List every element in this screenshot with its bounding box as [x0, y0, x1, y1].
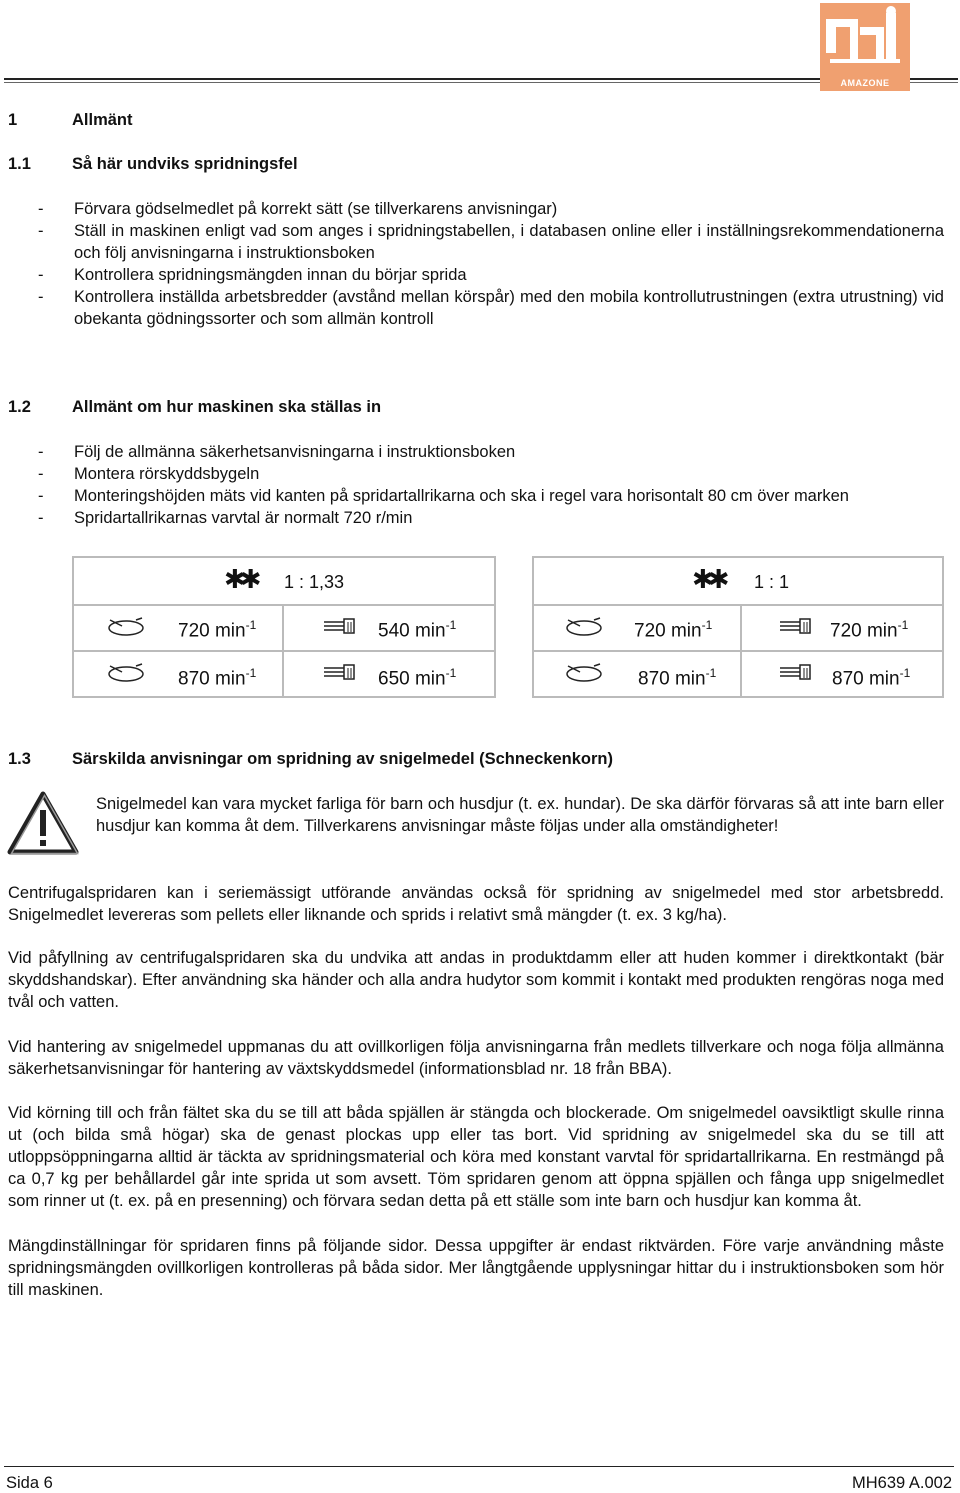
section-title: Allmänt om hur maskinen ska ställas in	[72, 398, 382, 416]
rotation-icon	[106, 662, 146, 684]
rotation-icon	[564, 616, 604, 638]
ratio-header	[74, 558, 494, 606]
paragraph: Mängdinställningar för spridaren finns på följande sidor. Dessa uppgifter är endast riktvärden. Före varje användning måste spridningsmängden ovillkorligen kontrolleras på båda sidor. Mer långtgående upplysningar hittar du i instruktionsboken som hör till maskinen.	[8, 1237, 944, 1299]
warning-triangle-icon	[6, 790, 80, 856]
rpm-value: 870 $\min^{-1}$	[832, 666, 911, 690]
rpm-value: 870 $\min^{-1}$	[178, 666, 257, 690]
footer-rule	[4, 1466, 954, 1467]
pto-shaft-icon	[778, 662, 814, 684]
rpm-cell	[284, 652, 494, 698]
rpm-value: 540 $\min^{-1}$	[378, 618, 457, 642]
rpm-cell	[74, 652, 284, 698]
section-1-2-list	[0, 441, 960, 529]
rpm-cell	[534, 604, 742, 652]
rpm-value: 720 $\min^{-1}$	[178, 618, 257, 642]
list-item: - Förvara gödselmedlet på korrekt sätt (se tillverkarens anvisningar)	[38, 200, 558, 218]
section-title: Så här undviks spridningsfel	[72, 155, 298, 173]
ratio-label: 1 : 1	[754, 572, 790, 592]
list-item: - Kontrollera spridningsmängden innan du börjar sprida	[38, 266, 467, 284]
list-item: - Ställ in maskinen enligt vad som anges i spridningstabellen, i databasen online eller i inställningsrekommendationerna och följ anvisningarna i instruktionsboken	[38, 222, 944, 262]
ratio-label: 1 : 1,33	[284, 572, 345, 592]
header-rule	[4, 78, 958, 80]
rpm-value: 720 $\min^{-1}$	[634, 618, 713, 642]
list-item: - Kontrollera inställda arbetsbredder (avstånd mellan körspår) med den mobila kontrollutrustningen (extra utrustning) vid obekanta gödningssorter och som allmän kontroll	[38, 288, 944, 328]
section-number: 1.3	[8, 750, 31, 768]
list-item: - Spridartallrikarnas varvtal är normalt 720 r/min	[38, 509, 413, 527]
amazone-logo	[820, 3, 910, 91]
paragraph: Vid körning till och från fältet ska du se till att båda spjällen är stängda och blockerade. Om snigelmedel oavsiktligt skulle rinna ut (och bilda små högar) ska de genast plockas upp eller tas bort. Vid spridning av snigelmedel ska du se till att utloppsöppningarna alltid är täckta av spridningsmaterial och köra med konstant varvtal för spridartallrikarna. En restmängd på ca 0,7 kg per behållardel går inte sprida ut som avsett. Töm spridaren genom att öppna spjällen och fånga upp snigelmedlet som rinner ut (t. ex. på en presenning) och förvara sedan detta på ett ställe som inte barn och husdjur kan komma åt.	[8, 1104, 944, 1210]
rpm-cell	[74, 604, 284, 652]
section-title: Särskilda anvisningar om spridning av snigelmedel (Schneckenkorn)	[72, 750, 613, 768]
section-1-1-list	[0, 198, 960, 330]
warning-text: Snigelmedel kan vara mycket farliga för barn och husdjur (t. ex. hundar). De ska därför förvaras så att inte barn eller husdjur kan komma åt dem. Tillverkarens anvisningar måste följas under alla omständigheter!	[96, 795, 944, 835]
rotation-icon	[564, 662, 604, 684]
list-item: - Monteringshöjden mäts vid kanten på spridartallrikarna och ska i regel vara horisontalt 80 cm över marken	[38, 487, 849, 505]
rpm-value: 720 $\min^{-1}$	[830, 618, 909, 642]
list-item: - Följ de allmänna säkerhetsanvisningarna i instruktionsboken	[38, 443, 516, 461]
page-number: Sida 6	[6, 1474, 53, 1492]
gear-star-icon: ✱✱	[692, 564, 724, 594]
section-number: 1	[8, 111, 18, 129]
logo-text: AMAZONE	[840, 78, 890, 88]
rpm-cell	[742, 604, 942, 652]
rpm-cell	[534, 652, 742, 698]
pto-shaft-icon	[322, 662, 358, 684]
rpm-cell	[284, 604, 494, 652]
section-title: Allmänt	[72, 111, 133, 129]
pto-shaft-icon	[322, 616, 358, 638]
list-item: - Montera rörskyddsbygeln	[38, 465, 260, 483]
document-code: MH639 A.002	[852, 1474, 952, 1492]
rpm-cell	[742, 652, 942, 698]
rpm-value: 650 $\min^{-1}$	[378, 666, 457, 690]
section-number: 1.2	[8, 398, 31, 416]
paragraph: Vid hantering av snigelmedel uppmanas du att ovillkorligen följa anvisningarna från medlets tillverkare och noga följa allmänna säkerhetsanvisningar för hantering av växtskyddsmedel (informationsblad nr. 18 från BBA).	[8, 1038, 944, 1078]
rotation-icon	[106, 616, 146, 638]
ratio-table-2	[532, 556, 944, 698]
paragraph: Vid påfyllning av centrifugalspridaren ska du undvika att andas in produktdamm eller att huden kommer i direktkontakt (bär skyddshandskar). Efter användning ska händer och alla andra hudytor som kommit i kontakt med produkten rengöras noga med tvål och vatten.	[8, 949, 944, 1011]
section-number: 1.1	[8, 155, 31, 173]
ratio-header	[534, 558, 942, 606]
logo-graphic-icon	[820, 3, 910, 73]
paragraph: Centrifugalspridaren kan i seriemässigt utförande användas också för spridning av snigelmedel med stor arbetsbredd. Snigelmedlet levereras som pellets eller liknande och sprids i relativt små mängder (t. ex. 3 kg/ha).	[8, 884, 944, 924]
ratio-table-1	[72, 556, 496, 698]
header-rule-thin	[4, 82, 958, 83]
pto-shaft-icon	[778, 616, 814, 638]
rpm-value: 870 $\min^{-1}$	[638, 666, 717, 690]
gear-star-icon: ✱✱	[224, 564, 256, 594]
